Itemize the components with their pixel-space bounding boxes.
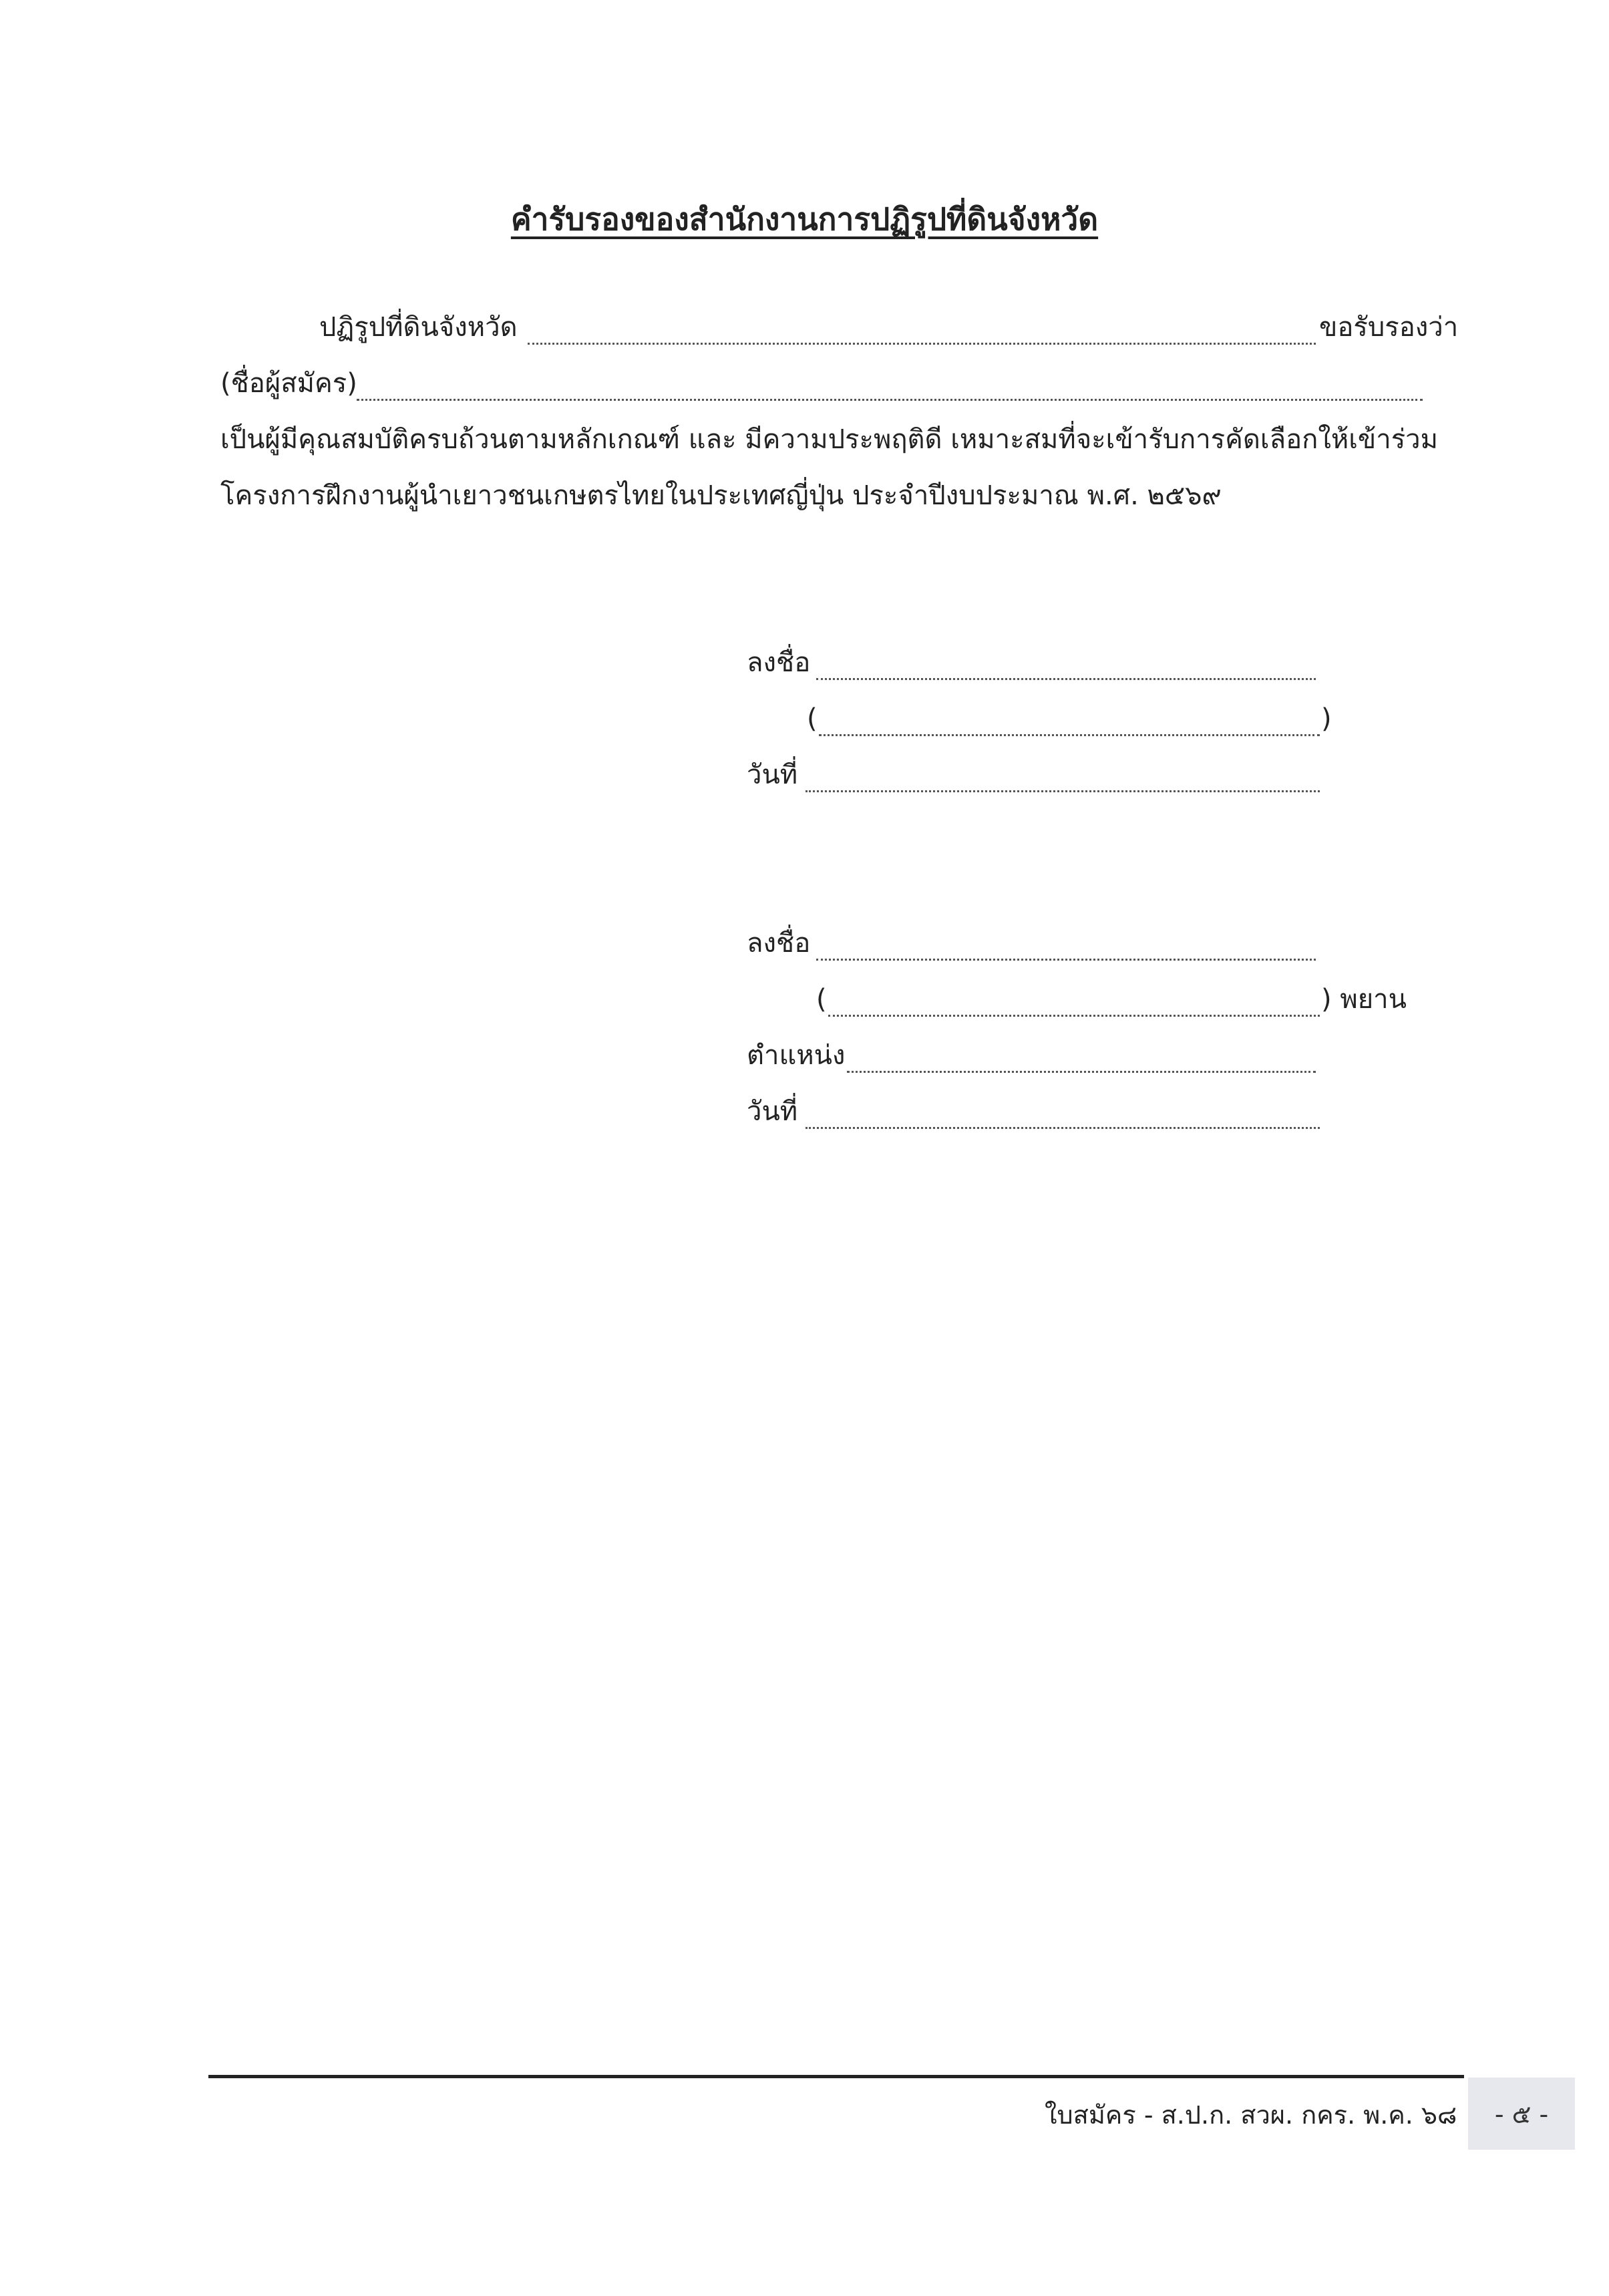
date-field[interactable]: [806, 790, 1320, 792]
printed-name-field[interactable]: [819, 734, 1320, 736]
witness-date-field[interactable]: [806, 1127, 1320, 1129]
certify-text: ขอรับรองว่า: [1319, 312, 1459, 343]
body-line-2: โครงการฝึกงานผู้นำเยาวชนเกษตรไทยในประเทศญี่ปุ่น ประจำปีงบประมาณ พ.ศ. ๒๕๖๙: [220, 480, 1222, 511]
province-field[interactable]: [528, 343, 1316, 345]
applicant-label: (ชื่อผู้สมัคร): [220, 368, 357, 399]
province-label: ปฏิรูปที่ดินจังหวัด: [319, 312, 518, 343]
sign-label: ลงชื่อ: [747, 928, 811, 959]
witness-label: ) พยาน: [1321, 984, 1407, 1015]
page-title: คำรับรองของสำนักงานการปฏิรูปที่ดินจังหวัด: [510, 201, 1099, 237]
position-label: ตำแหน่ง: [747, 1040, 846, 1071]
open-paren: (: [816, 984, 827, 1015]
page-number: - ๕ -: [1494, 2099, 1549, 2129]
date-label: วันที่: [747, 760, 798, 790]
sign-label: ลงชื่อ: [747, 647, 811, 678]
signature-field[interactable]: [816, 678, 1316, 680]
witness-printed-name-field[interactable]: [828, 1015, 1320, 1017]
body-line-1: เป็นผู้มีคุณสมบัติครบถ้วนตามหลักเกณฑ์ และ มีความประพฤติดี เหมาะสมที่จะเข้ารับการคัดเลือกให้เข้าร่วม: [220, 424, 1439, 455]
footer-form-info: ใบสมัคร - ส.ป.ก. สวผ. กคร. พ.ค. ๖๘: [1045, 2100, 1457, 2130]
witness-signature-field[interactable]: [816, 959, 1316, 961]
page-number-box: [1468, 2078, 1575, 2150]
footer-divider: [208, 2075, 1464, 2078]
position-field[interactable]: [847, 1071, 1316, 1073]
open-paren: (: [807, 703, 818, 734]
applicant-name-field[interactable]: [357, 399, 1423, 401]
close-paren: ): [1321, 703, 1332, 734]
date-label: วันที่: [747, 1096, 798, 1127]
